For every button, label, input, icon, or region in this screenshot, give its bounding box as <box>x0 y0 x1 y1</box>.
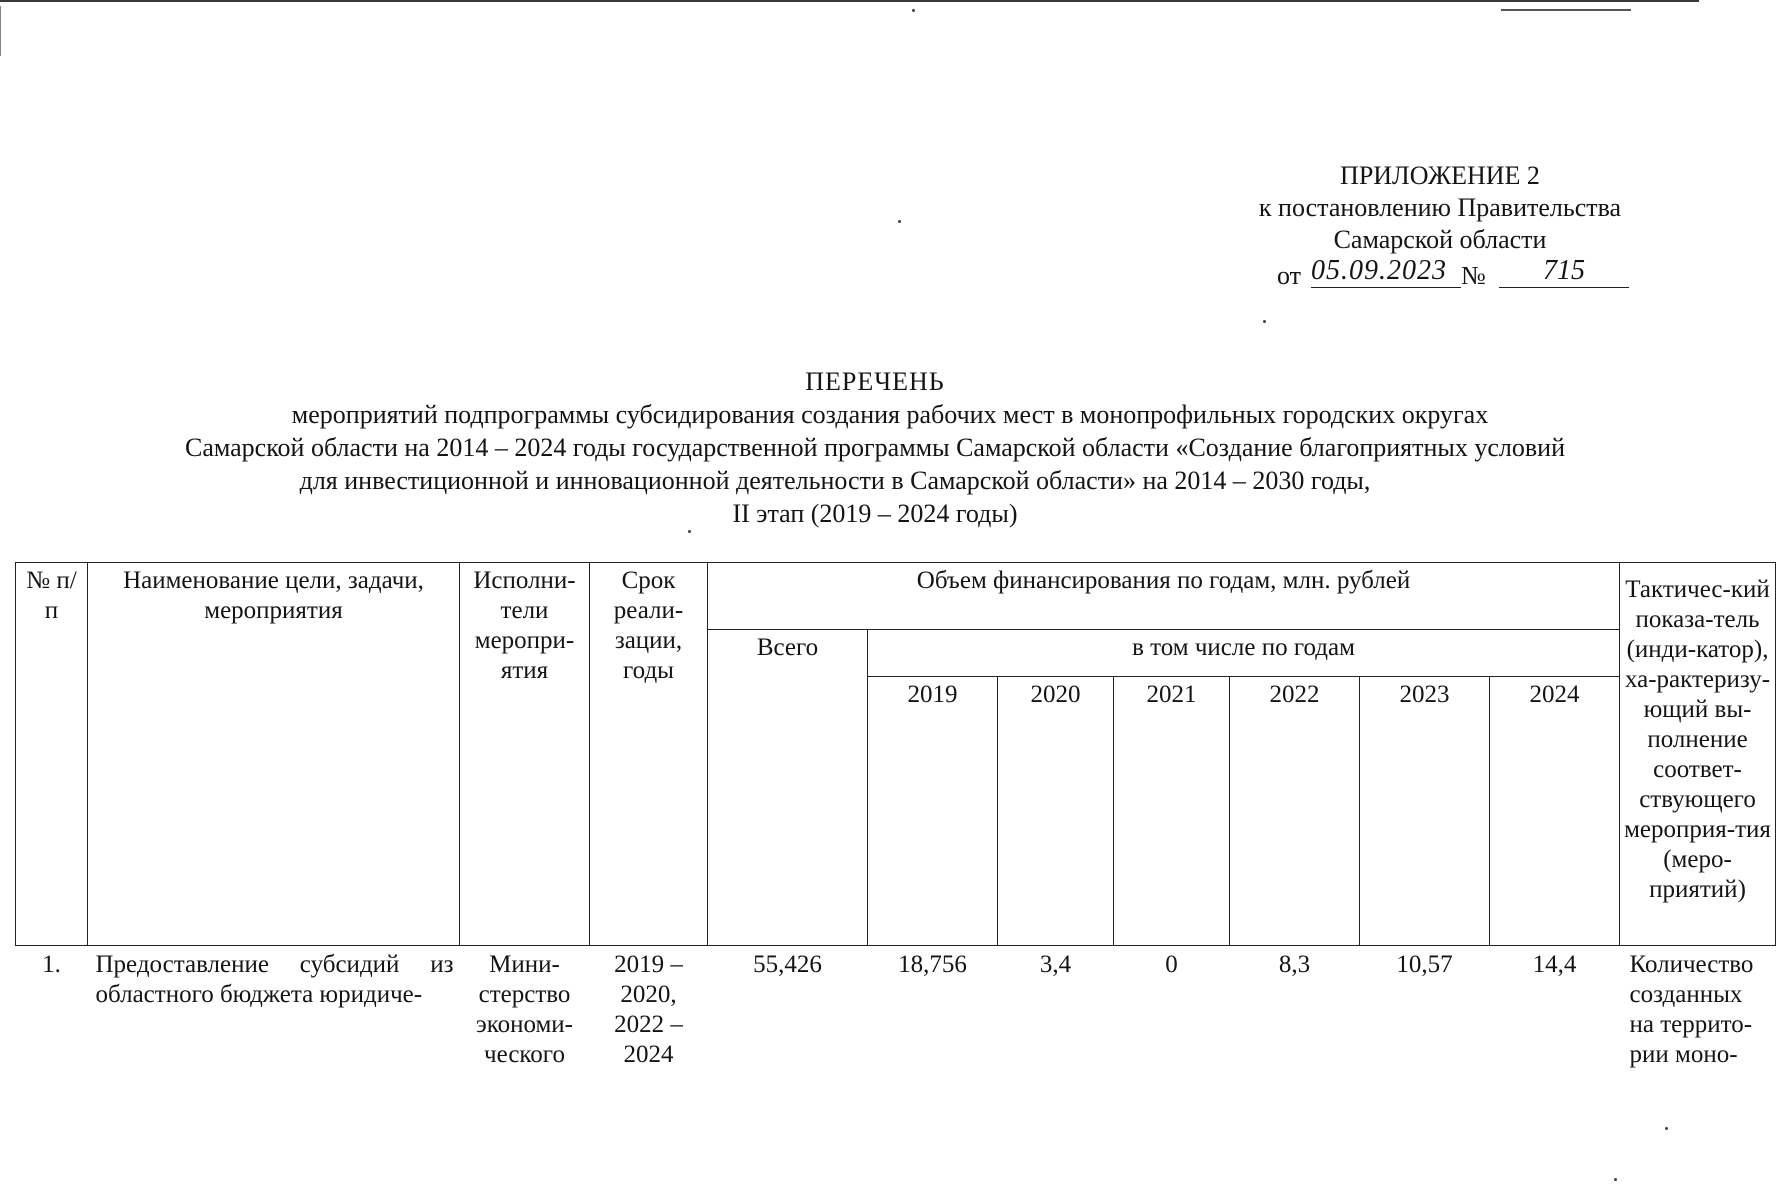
decree-number: 715 <box>1499 255 1629 288</box>
row-num: 1. <box>42 951 61 978</box>
row-value: 18,756 <box>898 951 967 978</box>
scan-speck <box>912 9 915 12</box>
title-line-3: для инвестиционной и инновационной деятельности в Самарской области» на 2014 – 2030 годы, <box>299 466 1371 495</box>
header-total: Всего <box>708 630 868 946</box>
document-heading: ПЕРЕЧЕНЬ <box>805 367 945 396</box>
date-prefix: от <box>1277 261 1302 290</box>
scan-speck <box>688 530 691 533</box>
table-row <box>16 946 1776 1074</box>
row-value: 14,4 <box>1532 951 1577 978</box>
header-by-years: в том числе по годам <box>868 630 1620 677</box>
table-header-row <box>16 563 1776 630</box>
scan-speck <box>898 220 901 223</box>
appendix-line-2: Самарской области <box>1333 225 1547 254</box>
title-line-1: мероприятий подпрограммы субсидирования создания рабочих мест в монопрофильных городских округах <box>291 400 1489 429</box>
appendix-block <box>1240 160 1640 256</box>
header-year: 2021 <box>1114 677 1230 946</box>
header-executors: Исполни-тели меропри-ятия <box>460 563 590 946</box>
row-indicator: Количество созданных на террито-рии моно- <box>1629 951 1754 1068</box>
header-year: 2022 <box>1230 677 1360 946</box>
scan-speck <box>1263 320 1266 323</box>
row-value: 3,4 <box>1039 951 1072 978</box>
row-executor: Мини-стерство экономи-ческого <box>475 951 574 1068</box>
row-total: 55,426 <box>753 951 822 978</box>
header-year: 2019 <box>868 677 998 946</box>
header-funding: Объем финансирования по годам, млн. рублей <box>708 563 1620 630</box>
header-year: 2024 <box>1490 677 1620 946</box>
appendix-line-1: к постановлению Правительства <box>1258 193 1622 222</box>
appendix-title: ПРИЛОЖЕНИЕ 2 <box>1340 161 1540 190</box>
row-name: Предоставление субсидий из областного бюджета юридиче- <box>95 951 454 1008</box>
header-term: Срок реали-зации, годы <box>590 563 708 946</box>
row-value: 8,3 <box>1278 951 1311 978</box>
row-value: 0 <box>1165 951 1178 978</box>
row-term: 2019 – 2020, 2022 – 2024 <box>614 951 683 1068</box>
header-name: Наименование цели, задачи, мероприятия <box>88 563 460 946</box>
scan-speck <box>1614 1178 1617 1181</box>
decree-date-number <box>1277 257 1637 297</box>
number-sign: № <box>1461 261 1486 290</box>
header-indicator: Тактичес-кий показа-тель (инди-катор), ха-рактеризу-ющий вы-полнение соответ-ствующего мероприя-тия (меро-приятий) <box>1620 563 1776 946</box>
scan-mark <box>1501 9 1631 11</box>
title-line-2: Самарской области на 2014 – 2024 годы государственной программы Самарской области «Создание благоприятных условий <box>184 433 1565 462</box>
document-title <box>110 365 1640 530</box>
scan-edge-left <box>0 6 1 56</box>
header-year: 2020 <box>998 677 1114 946</box>
scan-edge-top <box>0 0 1699 2</box>
row-value: 10,57 <box>1396 951 1453 978</box>
header-year: 2023 <box>1360 677 1490 946</box>
measures-table <box>15 562 1776 1073</box>
title-line-4: II этап (2019 – 2024 годы) <box>732 499 1018 528</box>
header-num: № п/п <box>16 563 88 946</box>
decree-date: 05.09.2023 <box>1311 255 1461 288</box>
scan-speck <box>1665 1127 1668 1130</box>
